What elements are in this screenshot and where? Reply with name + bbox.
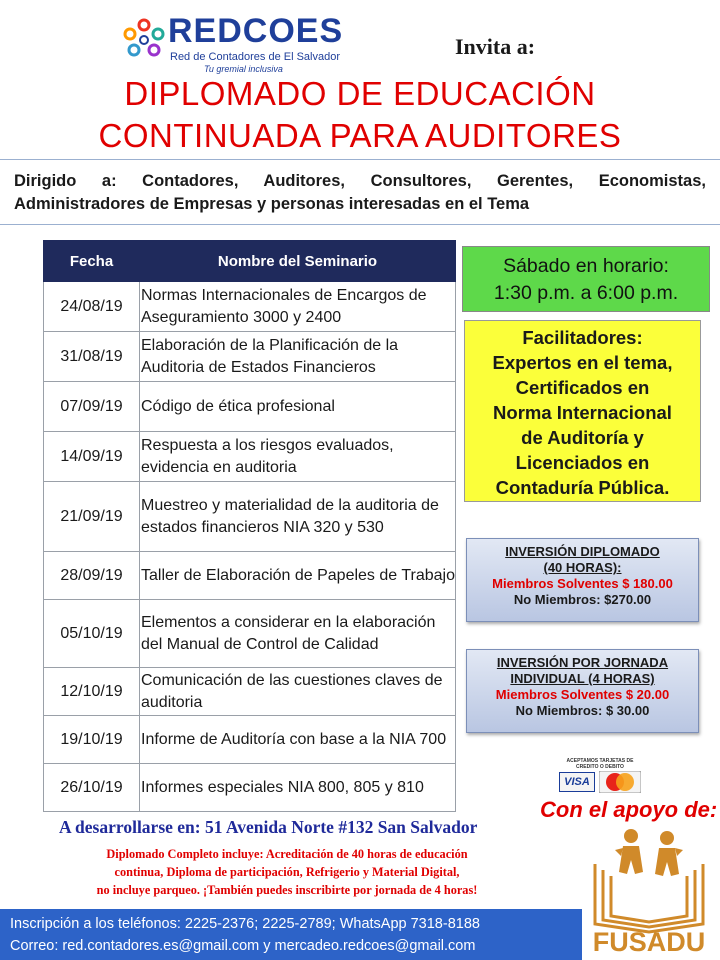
mastercard-icon xyxy=(599,771,641,793)
seminar-name: Comunicación de las cuestiones claves de auditoria xyxy=(140,668,456,716)
invita-label: Invita a: xyxy=(455,34,536,59)
schedule-time-box xyxy=(462,246,710,312)
table-header-row xyxy=(44,241,456,282)
seminar-date: 28/09/19 xyxy=(44,552,140,600)
facilitators-line: Certificados en xyxy=(515,377,650,398)
price-subtitle: INDIVIDUAL (4 HORAS) xyxy=(510,671,655,686)
seminar-date: 12/10/19 xyxy=(44,668,140,716)
seminar-name: Taller de Elaboración de Papeles de Trabajo xyxy=(140,552,456,600)
visa-icon: VISA xyxy=(559,772,595,792)
member-price: Miembros Solventes $ 180.00 xyxy=(492,576,673,591)
includes-line: no incluye parqueo. ¡También puedes inscribirte por jornada de 4 horas! xyxy=(96,883,478,897)
divider xyxy=(0,159,720,160)
column-header-fecha: Fecha xyxy=(44,241,140,282)
venue-address: A desarrollarse en: 51 Avenida Norte #132 San Salvador xyxy=(59,817,478,837)
seminar-name: Informe de Auditoría con base a la NIA 700 xyxy=(140,716,456,764)
title-line-1: DIPLOMADO DE EDUCACIÓN xyxy=(124,75,596,112)
cards-text: ACEPTAMOS TARJETAS DE CREDITO O DEBITO xyxy=(566,758,634,770)
facilitators-line: de Auditoría y xyxy=(521,427,644,448)
redcoes-logo-icon xyxy=(122,18,166,62)
support-label: Con el apoyo de: xyxy=(540,797,718,822)
seminar-date: 24/08/19 xyxy=(44,282,140,332)
session-price-box xyxy=(466,649,699,733)
diploma-includes xyxy=(32,845,542,899)
seminar-schedule-table xyxy=(43,240,456,812)
includes-line: continua, Diploma de participación, Refrigerio y Material Digital, xyxy=(114,865,460,879)
includes-line: Diplomado Completo incluye: Acreditación de 40 horas de educación xyxy=(106,847,468,861)
table-row xyxy=(44,282,456,332)
seminar-name: Respuesta a los riesgos evaluados, evidencia en auditoria xyxy=(140,432,456,482)
table-row xyxy=(44,764,456,812)
seminar-date: 14/09/19 xyxy=(44,432,140,482)
schedule-hours: 1:30 p.m. a 6:00 p.m. xyxy=(493,282,679,304)
table-row xyxy=(44,716,456,764)
facilitators-line: Facilitadores: xyxy=(522,327,643,348)
facilitators-line: Norma Internacional xyxy=(493,402,672,423)
accepted-cards xyxy=(555,758,645,796)
table-row xyxy=(44,432,456,482)
seminar-date: 21/09/19 xyxy=(44,482,140,552)
table-row xyxy=(44,600,456,668)
seminar-name: Normas Internacionales de Encargos de Aseguramiento 3000 y 2400 xyxy=(140,282,456,332)
seminar-date: 07/09/19 xyxy=(44,382,140,432)
non-member-price: No Miembros: $ 30.00 xyxy=(515,703,650,718)
facilitators-line: Contaduría Pública. xyxy=(495,477,670,498)
logo-subtitle: Red de Contadores de El Salvador xyxy=(170,51,340,63)
seminar-date: 05/10/19 xyxy=(44,600,140,668)
schedule-day: Sábado en horario: xyxy=(503,255,669,277)
contact-phones: Inscripción a los teléfonos: 2225-2376; 2225-2789; WhatsApp 7318-8188 xyxy=(10,916,480,932)
facilitators-box xyxy=(464,320,701,502)
seminar-name: Elaboración de la Planificación de la Auditoria de Estados Financieros xyxy=(140,332,456,382)
table-row xyxy=(44,332,456,382)
diploma-price-box xyxy=(466,538,699,622)
seminar-date: 26/10/19 xyxy=(44,764,140,812)
facilitators-line: Licenciados en xyxy=(515,452,650,473)
table-row xyxy=(44,382,456,432)
logo-tagline: Tu gremial inclusiva xyxy=(204,64,283,74)
divider xyxy=(0,224,720,225)
seminar-date: 19/10/19 xyxy=(44,716,140,764)
seminar-name: Elementos a considerar en la elaboración del Manual de Control de Calidad xyxy=(140,600,456,668)
sponsor-name: FUSADU xyxy=(592,927,706,954)
table-row xyxy=(44,552,456,600)
column-header-seminario: Nombre del Seminario xyxy=(140,241,456,282)
seminar-name: Informes especiales NIA 800, 805 y 810 xyxy=(140,764,456,812)
logo-name: REDCOES xyxy=(168,12,344,50)
audience-text: Dirigido a: Contadores, Auditores, Consultores, Gerentes, Economistas, Administradores de Empresas y personas interesadas en el Tema xyxy=(14,172,706,213)
seminar-date: 31/08/19 xyxy=(44,332,140,382)
member-price: Miembros Solventes $ 20.00 xyxy=(495,687,670,702)
fusadu-logo xyxy=(585,824,713,954)
table-row xyxy=(44,482,456,552)
price-title: INVERSIÓN DIPLOMADO xyxy=(505,544,660,559)
price-subtitle: (40 HORAS): xyxy=(543,560,622,575)
redcoes-logo xyxy=(122,14,372,74)
table-row xyxy=(44,668,456,716)
title-line-2: CONTINUADA PARA AUDITORES xyxy=(98,117,622,154)
contact-footer xyxy=(0,909,582,960)
price-title: INVERSIÓN POR JORNADA xyxy=(496,655,669,670)
facilitators-line: Expertos en el tema, xyxy=(492,352,673,373)
non-member-price: No Miembros: $270.00 xyxy=(513,592,652,607)
contact-emails: Correo: red.contadores.es@gmail.com y mercadeo.redcoes@gmail.com xyxy=(10,938,476,954)
seminar-name: Código de ética profesional xyxy=(140,382,456,432)
seminar-name: Muestreo y materialidad de la auditoria de estados financieros NIA 320 y 530 xyxy=(140,482,456,552)
